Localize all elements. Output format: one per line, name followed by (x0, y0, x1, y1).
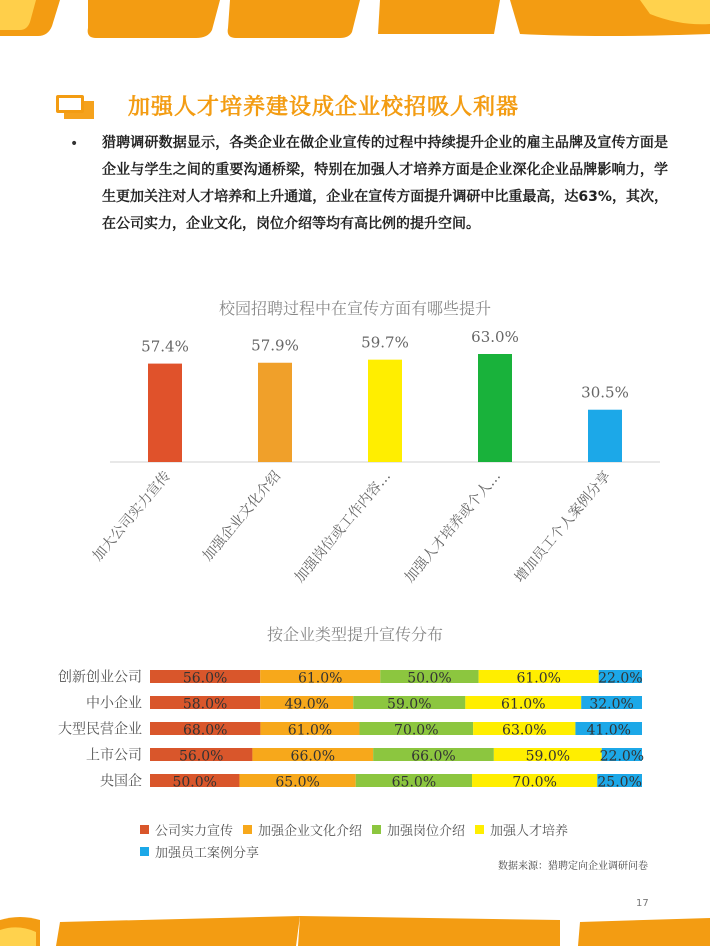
x-tick-label: 加强岗位或工作内容… (291, 468, 395, 586)
bullet-dot: • (70, 136, 79, 152)
segment-value-label: 66.0% (411, 748, 456, 765)
bar (588, 410, 622, 462)
x-tick-label: 加强企业文化介绍 (199, 468, 285, 565)
bar (148, 364, 182, 462)
legend-label: 公司实力宣传 (155, 823, 234, 839)
x-tick-label: 加强人才培养或个人… (401, 468, 505, 586)
bar-value-label: 57.4% (141, 337, 189, 356)
legend-label: 加强人才培养 (490, 823, 569, 839)
segment-value-label: 61.0% (297, 670, 343, 687)
body-paragraph: 猎聘调研数据显示，各类企业在做企业宣传的过程中持续提升企业的雇主品牌及宣传方面是企业与学生之间的重要沟通桥梁，特别在加强人才培养方面是企业深化企业品牌影响力，学生更加关注对人才培养和上升通道，企业在宣传方面提升调研中比重最高，达63%，其次，在公司实力，企业文化，岗位介绍等均有高比例的提升空间。 (102, 135, 668, 232)
segment-value-label: 22.0% (598, 670, 643, 687)
data-source-note: 数据来源：猎聘定向企业调研问卷 (498, 861, 648, 872)
segment-value-label: 50.0% (172, 774, 217, 791)
bottom-decoration (0, 912, 710, 946)
section-heading: 加强人才培养建设成企业校招吸人利器 (128, 95, 520, 120)
segment-value-label: 61.0% (287, 722, 333, 739)
segment-value-label: 68.0% (182, 722, 228, 739)
category-label: 上市公司 (86, 747, 142, 764)
segment-value-label: 63.0% (502, 722, 547, 739)
bar-value-label: 63.0% (471, 328, 519, 346)
segment-value-label: 25.0% (597, 774, 642, 791)
legend-item (372, 818, 465, 840)
x-tick-label: 增加员工个人案例分享 (511, 468, 615, 586)
bar (478, 354, 512, 462)
legend-label: 加强岗位介绍 (387, 823, 466, 839)
bar (368, 360, 402, 462)
bar-chart (0, 320, 710, 620)
legend-item (140, 818, 233, 840)
segment-value-label: 61.0% (516, 670, 561, 687)
bar-chart-title: 校园招聘过程中在宣传方面有哪些提升 (218, 299, 491, 318)
bar-value-label: 59.7% (361, 333, 409, 352)
top-decoration (0, 0, 710, 40)
stacked-bar-chart (0, 660, 710, 800)
legend-item (140, 840, 259, 862)
bar (258, 363, 292, 462)
segment-value-label: 61.0% (501, 696, 546, 713)
segment-value-label: 22.0% (599, 748, 645, 765)
legend-label: 加强企业文化介绍 (258, 823, 363, 839)
legend-swatch (372, 825, 381, 834)
category-label: 创新创业公司 (58, 669, 142, 686)
legend-item (243, 818, 362, 840)
category-label: 大型民营企业 (58, 721, 142, 738)
segment-value-label: 65.0% (275, 774, 320, 791)
segment-value-label: 59.0% (387, 696, 432, 713)
bar-value-label: 30.5% (581, 383, 629, 402)
page-number: 17 (636, 898, 649, 909)
legend-swatch (475, 825, 484, 834)
segment-value-label: 56.0% (178, 748, 224, 765)
segment-value-label: 70.0% (394, 722, 439, 739)
segment-value-label: 65.0% (391, 774, 437, 791)
segment-value-label: 66.0% (290, 748, 336, 765)
stacked-chart-title: 按企业类型提升宣传分布 (266, 625, 443, 644)
legend-swatch (243, 825, 252, 834)
legend-label: 加强员工案例分享 (155, 845, 260, 861)
legend-swatch (140, 825, 149, 834)
segment-value-label: 50.0% (407, 670, 452, 687)
segment-value-label: 58.0% (182, 696, 228, 713)
section-icon (56, 95, 94, 119)
legend-swatch (140, 847, 149, 856)
category-label: 中小企业 (86, 695, 142, 712)
legend-item (475, 818, 568, 840)
segment-value-label: 49.0% (284, 696, 329, 713)
x-tick-label: 加大公司实力宣传 (89, 468, 175, 565)
category-label: 央国企 (100, 773, 142, 790)
stacked-chart-legend (140, 818, 600, 862)
segment-value-label: 56.0% (182, 670, 228, 687)
bar-value-label: 57.9% (251, 336, 299, 355)
segment-value-label: 59.0% (525, 748, 571, 765)
segment-value-label: 32.0% (589, 696, 634, 713)
segment-value-label: 41.0% (586, 722, 631, 739)
segment-value-label: 70.0% (512, 774, 557, 791)
